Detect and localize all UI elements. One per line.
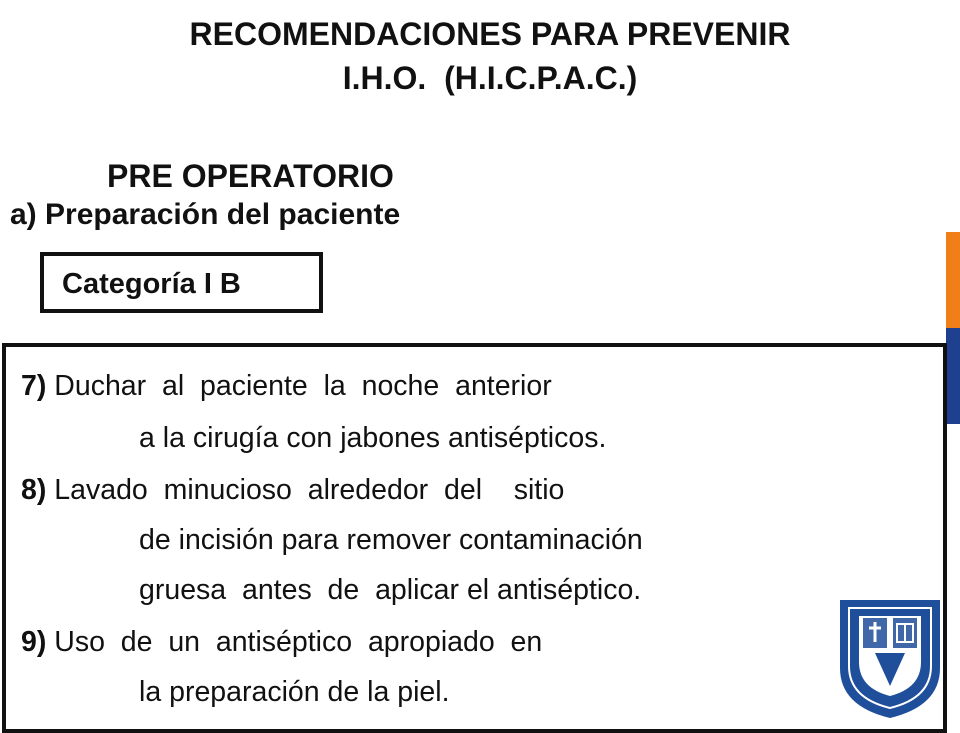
item-9-number: 9) <box>21 626 47 658</box>
item-7-line-2: a la cirugía con jabones antisépticos. <box>139 422 607 454</box>
item-8-line-1 <box>21 473 564 507</box>
category-box <box>40 252 323 313</box>
university-crest-logo <box>835 598 945 720</box>
item-8-text-1: Lavado minucioso alrededor del sitio <box>54 474 565 506</box>
section-heading: PRE OPERATORIO <box>107 158 394 194</box>
recommendations-box <box>2 343 947 733</box>
accent-bar-blue <box>946 328 960 424</box>
subsection-heading: a) Preparación del paciente <box>10 198 401 231</box>
item-7-number: 7) <box>21 370 47 402</box>
item-9-line-2: la preparación de la piel. <box>139 676 450 708</box>
item-7-text-1: Duchar al paciente la noche anterior <box>54 370 552 402</box>
item-9-text-1: Uso de un antiséptico apropiado en <box>54 626 543 658</box>
category-label: Categoría I B <box>62 268 241 300</box>
item-8-line-2: de incisión para remover contaminación <box>139 524 643 556</box>
item-7-line-1 <box>21 369 552 403</box>
title-line-1: RECOMENDACIONES PARA PREVENIR <box>189 16 791 52</box>
title-line-2: I.H.O. (H.I.C.P.A.C.) <box>342 60 638 96</box>
slide-title <box>0 12 960 100</box>
accent-bar-orange <box>946 232 960 328</box>
item-8-number: 8) <box>21 474 47 506</box>
item-8-line-3: gruesa antes de aplicar el antiséptico. <box>139 574 642 606</box>
item-9-line-1 <box>21 625 542 659</box>
